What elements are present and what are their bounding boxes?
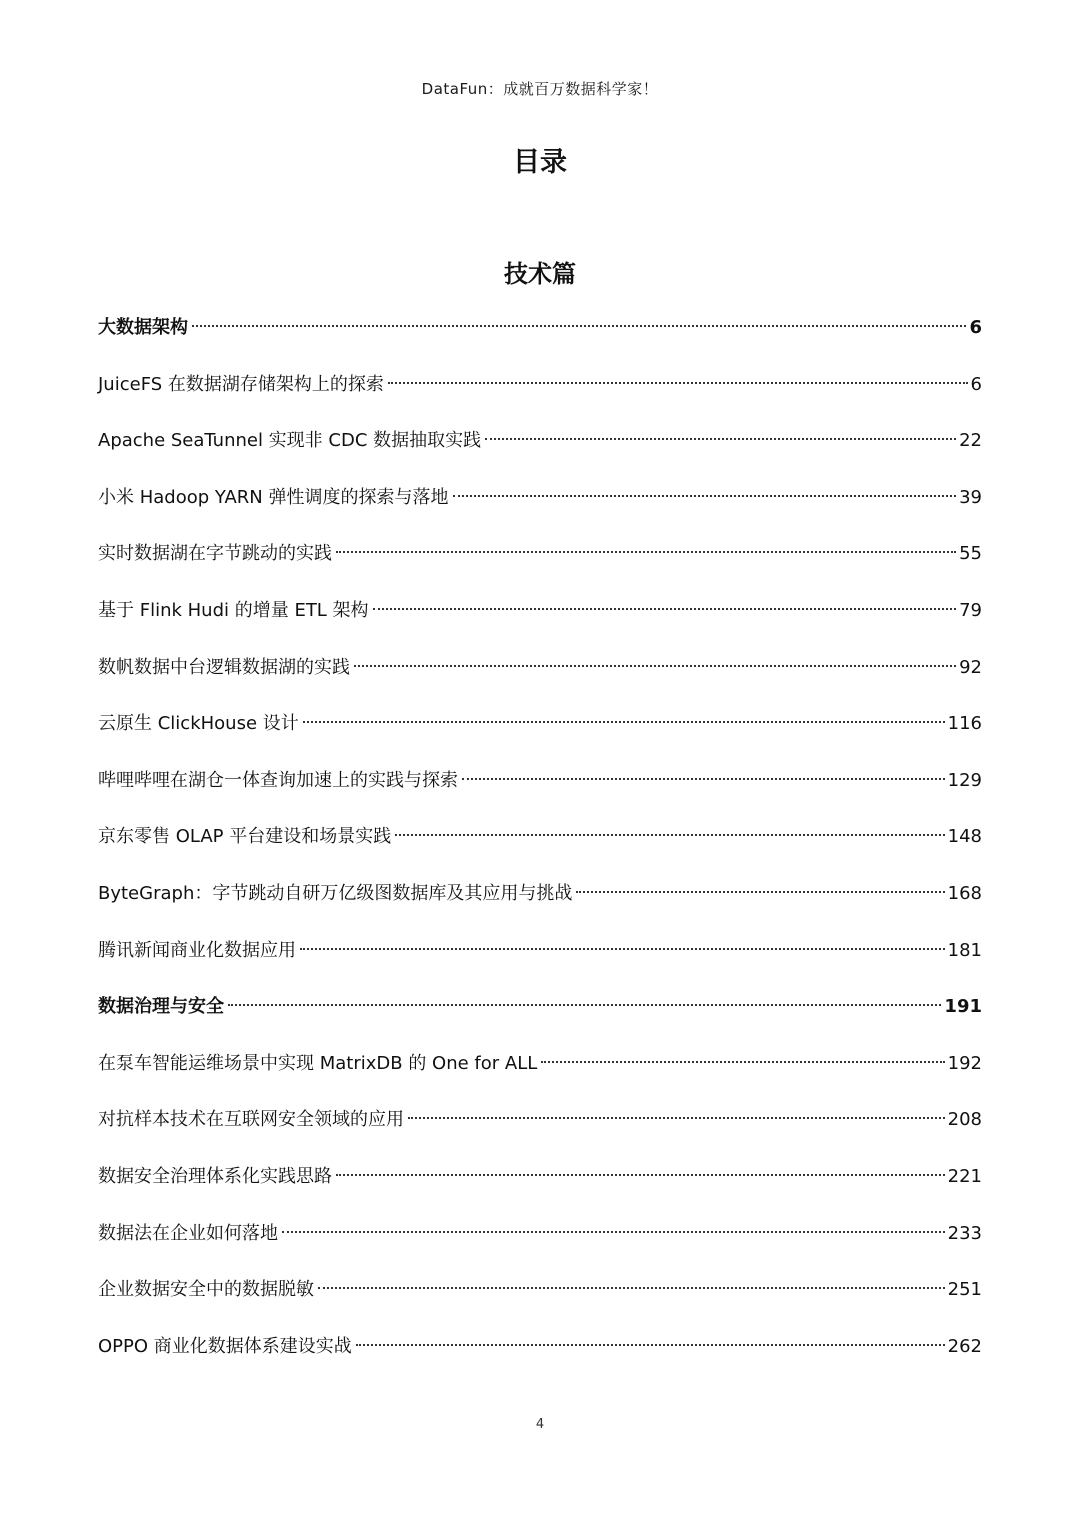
toc-entry-label: 京东零售 OLAP 平台建设和场景实践	[98, 826, 392, 848]
toc-dot-leader	[462, 777, 945, 780]
toc-entry-label: OPPO 商业化数据体系建设实战	[98, 1335, 352, 1357]
toc-entry[interactable]	[98, 1157, 982, 1214]
toc-dot-leader	[388, 381, 968, 384]
toc-entry-page-number: 129	[947, 769, 982, 791]
toc-dot-leader	[192, 324, 966, 327]
toc-entry-page-number: 208	[947, 1109, 982, 1131]
toc-entry-page-number: 22	[959, 430, 982, 452]
toc-entry-label: 企业数据安全中的数据脱敏	[98, 1279, 314, 1301]
toc-entry-label: 数据法在企业如何落地	[98, 1222, 278, 1244]
toc-entry-label: 实时数据湖在字节跳动的实践	[98, 543, 332, 565]
toc-dot-leader	[373, 607, 957, 610]
toc-entry-page-number: 251	[947, 1279, 982, 1301]
toc-entry[interactable]	[98, 874, 982, 931]
table-of-contents	[98, 308, 982, 1383]
toc-entry-page-number: 192	[947, 1052, 982, 1074]
toc-entry-label: 数据治理与安全	[98, 996, 224, 1018]
toc-dot-leader	[408, 1116, 945, 1119]
toc-entry-label: 数据安全治理体系化实践思路	[98, 1165, 332, 1187]
toc-entry-label: 基于 Flink Hudi 的增量 ETL 架构	[98, 599, 369, 621]
toc-dot-leader	[576, 890, 944, 893]
toc-entry-label: JuiceFS 在数据湖存储架构上的探索	[98, 373, 384, 395]
toc-entry[interactable]	[98, 817, 982, 874]
toc-dot-leader	[318, 1286, 945, 1289]
toc-entry-page-number: 79	[959, 599, 982, 621]
toc-entry[interactable]	[98, 1044, 982, 1101]
toc-entry[interactable]	[98, 591, 982, 648]
toc-entry-label: 对抗样本技术在互联网安全领域的应用	[98, 1109, 404, 1131]
toc-entry-page-number: 191	[944, 996, 982, 1018]
toc-chapter-entry[interactable]	[98, 308, 982, 365]
toc-entry-page-number: 6	[970, 373, 982, 395]
toc-entry-label: 在泵车智能运维场景中实现 MatrixDB 的 One for ALL	[98, 1052, 538, 1074]
toc-dot-leader	[485, 437, 956, 440]
toc-entry[interactable]	[98, 1214, 982, 1271]
toc-entry-page-number: 55	[959, 543, 982, 565]
toc-entry-page-number: 221	[947, 1165, 982, 1187]
toc-entry[interactable]	[98, 534, 982, 591]
toc-entry-page-number: 116	[947, 713, 982, 735]
toc-entry[interactable]	[98, 365, 982, 422]
toc-entry[interactable]	[98, 931, 982, 988]
toc-entry-page-number: 181	[947, 939, 982, 961]
toc-dot-leader	[354, 664, 956, 667]
toc-entry-label: 小米 Hadoop YARN 弹性调度的探索与落地	[98, 486, 449, 508]
toc-entry-label: 云原生 ClickHouse 设计	[98, 713, 299, 735]
toc-dot-leader	[336, 1173, 945, 1176]
toc-entry-label: 数帆数据中台逻辑数据湖的实践	[98, 656, 350, 678]
toc-dot-leader	[300, 947, 945, 950]
toc-entry-page-number: 262	[947, 1335, 982, 1357]
toc-dot-leader	[228, 1003, 941, 1006]
document-title: 目录	[513, 147, 567, 178]
toc-entry[interactable]	[98, 421, 982, 478]
page-number: 4	[535, 1417, 545, 1432]
toc-entry[interactable]	[98, 1100, 982, 1157]
toc-entry-label: ByteGraph：字节跳动自研万亿级图数据库及其应用与挑战	[98, 882, 573, 904]
toc-dot-leader	[541, 1060, 944, 1063]
toc-entry-page-number: 92	[959, 656, 982, 678]
toc-entry-page-number: 39	[959, 486, 982, 508]
toc-entry-label: 哔哩哔哩在湖仓一体查询加速上的实践与探索	[98, 769, 458, 791]
toc-entry[interactable]	[98, 704, 982, 761]
toc-dot-leader	[356, 1343, 945, 1346]
section-title: 技术篇	[504, 260, 576, 288]
toc-entry-label: Apache SeaTunnel 实现非 CDC 数据抽取实践	[98, 430, 482, 452]
toc-dot-leader	[395, 833, 944, 836]
page-header: DataFun：成就百万数据科学家！	[421, 80, 659, 98]
toc-entry[interactable]	[98, 1327, 982, 1384]
toc-entry-page-number: 6	[969, 317, 982, 338]
toc-entry-page-number: 168	[947, 882, 982, 904]
toc-entry[interactable]	[98, 1270, 982, 1327]
toc-entry[interactable]	[98, 478, 982, 535]
toc-chapter-entry[interactable]	[98, 987, 982, 1044]
toc-entry-page-number: 233	[947, 1222, 982, 1244]
toc-dot-leader	[336, 550, 956, 553]
toc-entry-label: 大数据架构	[98, 317, 188, 338]
toc-dot-leader	[282, 1230, 945, 1233]
toc-entry-label: 腾讯新闻商业化数据应用	[98, 939, 296, 961]
toc-dot-leader	[303, 720, 945, 723]
toc-entry[interactable]	[98, 648, 982, 705]
toc-entry-page-number: 148	[947, 826, 982, 848]
toc-entry[interactable]	[98, 761, 982, 818]
toc-dot-leader	[453, 494, 957, 497]
